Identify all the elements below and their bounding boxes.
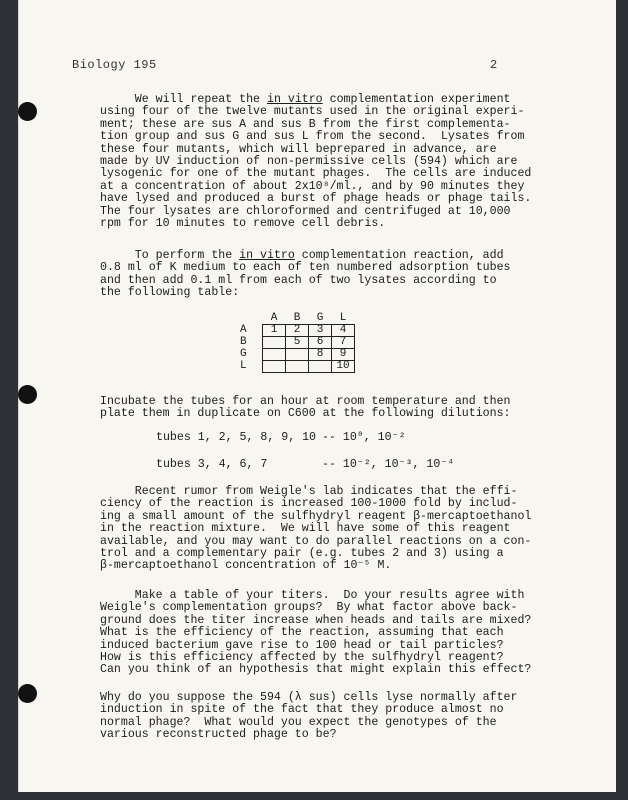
table-cell: 8	[309, 349, 332, 361]
table-cell: 3	[309, 325, 332, 337]
punch-hole-top	[18, 102, 37, 121]
text-line: various reconstructed phage to be?	[100, 728, 337, 742]
text-line: Make a table of your titers. Do your results agree with	[100, 589, 525, 602]
table-row	[240, 361, 355, 373]
text-line: plate them in duplicate on C600 at the following dilutions:	[100, 407, 511, 421]
text-line: lysogenic for one of the mutant phages. The cells are induced	[100, 167, 532, 181]
text-line: made by UV induction of non-permissive cells (594) which are	[100, 155, 518, 169]
text-line: and then add 0.1 ml from each of two lysates according to	[100, 273, 497, 287]
paragraph-intro	[100, 94, 552, 230]
text-line: Can you think of an hypothesis that might explain this effect?	[100, 663, 532, 677]
text-line: Incubate the tubes for an hour at room temperature and then	[100, 395, 511, 408]
table-row-label: L	[240, 360, 247, 372]
text-line: trol and a complementary pair (e.g. tubes 2 and 3) using a	[100, 547, 504, 561]
table-column-header: G	[316, 312, 324, 324]
table-cell: 4	[332, 325, 355, 337]
dilution-values-2: -- 10⁻², 10⁻³, 10⁻⁴	[322, 458, 455, 471]
table-cell	[263, 349, 286, 361]
text-line: Recent rumor from Weigle's lab indicates that the effi-	[100, 485, 518, 498]
table-cell	[286, 361, 309, 373]
table-cell: 7	[332, 337, 355, 349]
text-line: available, and you may want to do parallel reactions on a con-	[100, 534, 532, 548]
text-line: 0.8 ml of K medium to each of ten numbered adsorption tubes	[100, 261, 511, 275]
text-line: The four lysates are chloroformed and centrifuged at 10,000	[100, 204, 511, 218]
text-line: normal phage? What would you expect the genotypes of the	[100, 715, 497, 729]
text-line: induced bacterium gave rise to 100 head or tail particles?	[100, 638, 504, 652]
table-cell	[309, 361, 332, 373]
text-line: β-mercaptoethanol concentration of 10⁻⁵ M.	[100, 559, 392, 573]
table-row-label: B	[240, 336, 247, 348]
text-line: ground does the titer increase when heads and tails are mixed?	[100, 613, 532, 627]
table-row-label: A	[240, 324, 247, 336]
table-row	[240, 325, 355, 337]
text-line: How is this efficiency affected by the sulfhydryl reagent?	[100, 651, 504, 665]
dilution-tubes-1: tubes 1, 2, 5, 8, 9, 10	[156, 431, 317, 444]
text-line: Weigle's complementation groups? By what factor above back-	[100, 601, 518, 615]
paragraph-final-questions	[100, 692, 552, 742]
paragraph-incubation	[100, 396, 552, 421]
text-line: We will repeat the in vitro complementation experiment	[100, 93, 511, 106]
text-line: tion group and sus G and sus L from the second. Lysates from	[100, 130, 525, 144]
table-cell: 6	[309, 337, 332, 349]
text-line: induction in spite of the fact that they produce almost no	[100, 703, 504, 717]
text-line: What is the efficiency of the reaction, assuming that each	[100, 626, 504, 640]
table-row-label: G	[240, 348, 247, 360]
paragraph-questions	[100, 590, 552, 677]
table-cell: 9	[332, 349, 355, 361]
dilution-tubes-2: tubes 3, 4, 6, 7	[156, 458, 268, 471]
complementation-table	[240, 312, 360, 373]
paragraph-weigle-rumor	[100, 486, 552, 573]
table-row	[240, 349, 355, 361]
page-number: 2	[490, 58, 498, 72]
text-line: at a concentration of about 2x10⁸/ml., and by 90 minutes they	[100, 179, 525, 193]
paragraph-procedure	[100, 250, 552, 300]
text-line: the following table:	[100, 286, 240, 300]
punch-hole-middle	[18, 385, 37, 404]
text-line: have lysed and produced a burst of phage heads or phage tails.	[100, 192, 532, 206]
text-line: Why do you suppose the 594 (λ sus) cells lyse normally after	[100, 691, 518, 704]
text-line: rpm for 10 minutes to remove cell debris.	[100, 217, 386, 231]
text-line: ing a small amount of the sulfhydryl reagent β-mercaptoethanol	[100, 509, 532, 523]
text-line: To perform the in vitro complementation reaction, add	[100, 249, 504, 262]
table-cell: 5	[286, 337, 309, 349]
punch-hole-bottom	[18, 684, 37, 703]
table-cell	[263, 361, 286, 373]
text-line: using four of the twelve mutants used in the original experi-	[100, 105, 525, 119]
text-line: ment; these are sus A and sus B from the first complementa-	[100, 117, 511, 131]
table-cell	[286, 349, 309, 361]
table-column-header: B	[293, 312, 301, 324]
table-cell: 1	[263, 325, 286, 337]
table-column-header: A	[270, 312, 278, 324]
text-line: ciency of the reaction is increased 100-1000 fold by includ-	[100, 497, 518, 511]
text-line: these four mutants, which will beprepared in advance, are	[100, 142, 497, 156]
table-row	[240, 337, 355, 349]
text-line: in the reaction mixture. We will have some of this reagent	[100, 522, 511, 536]
course-title: Biology 195	[72, 58, 157, 72]
table-cell: 2	[286, 325, 309, 337]
dilution-values-1: -- 10⁰, 10⁻²	[322, 431, 406, 444]
table-column-header: L	[339, 312, 347, 324]
table-cell: 10	[332, 361, 355, 373]
table-cell	[263, 337, 286, 349]
